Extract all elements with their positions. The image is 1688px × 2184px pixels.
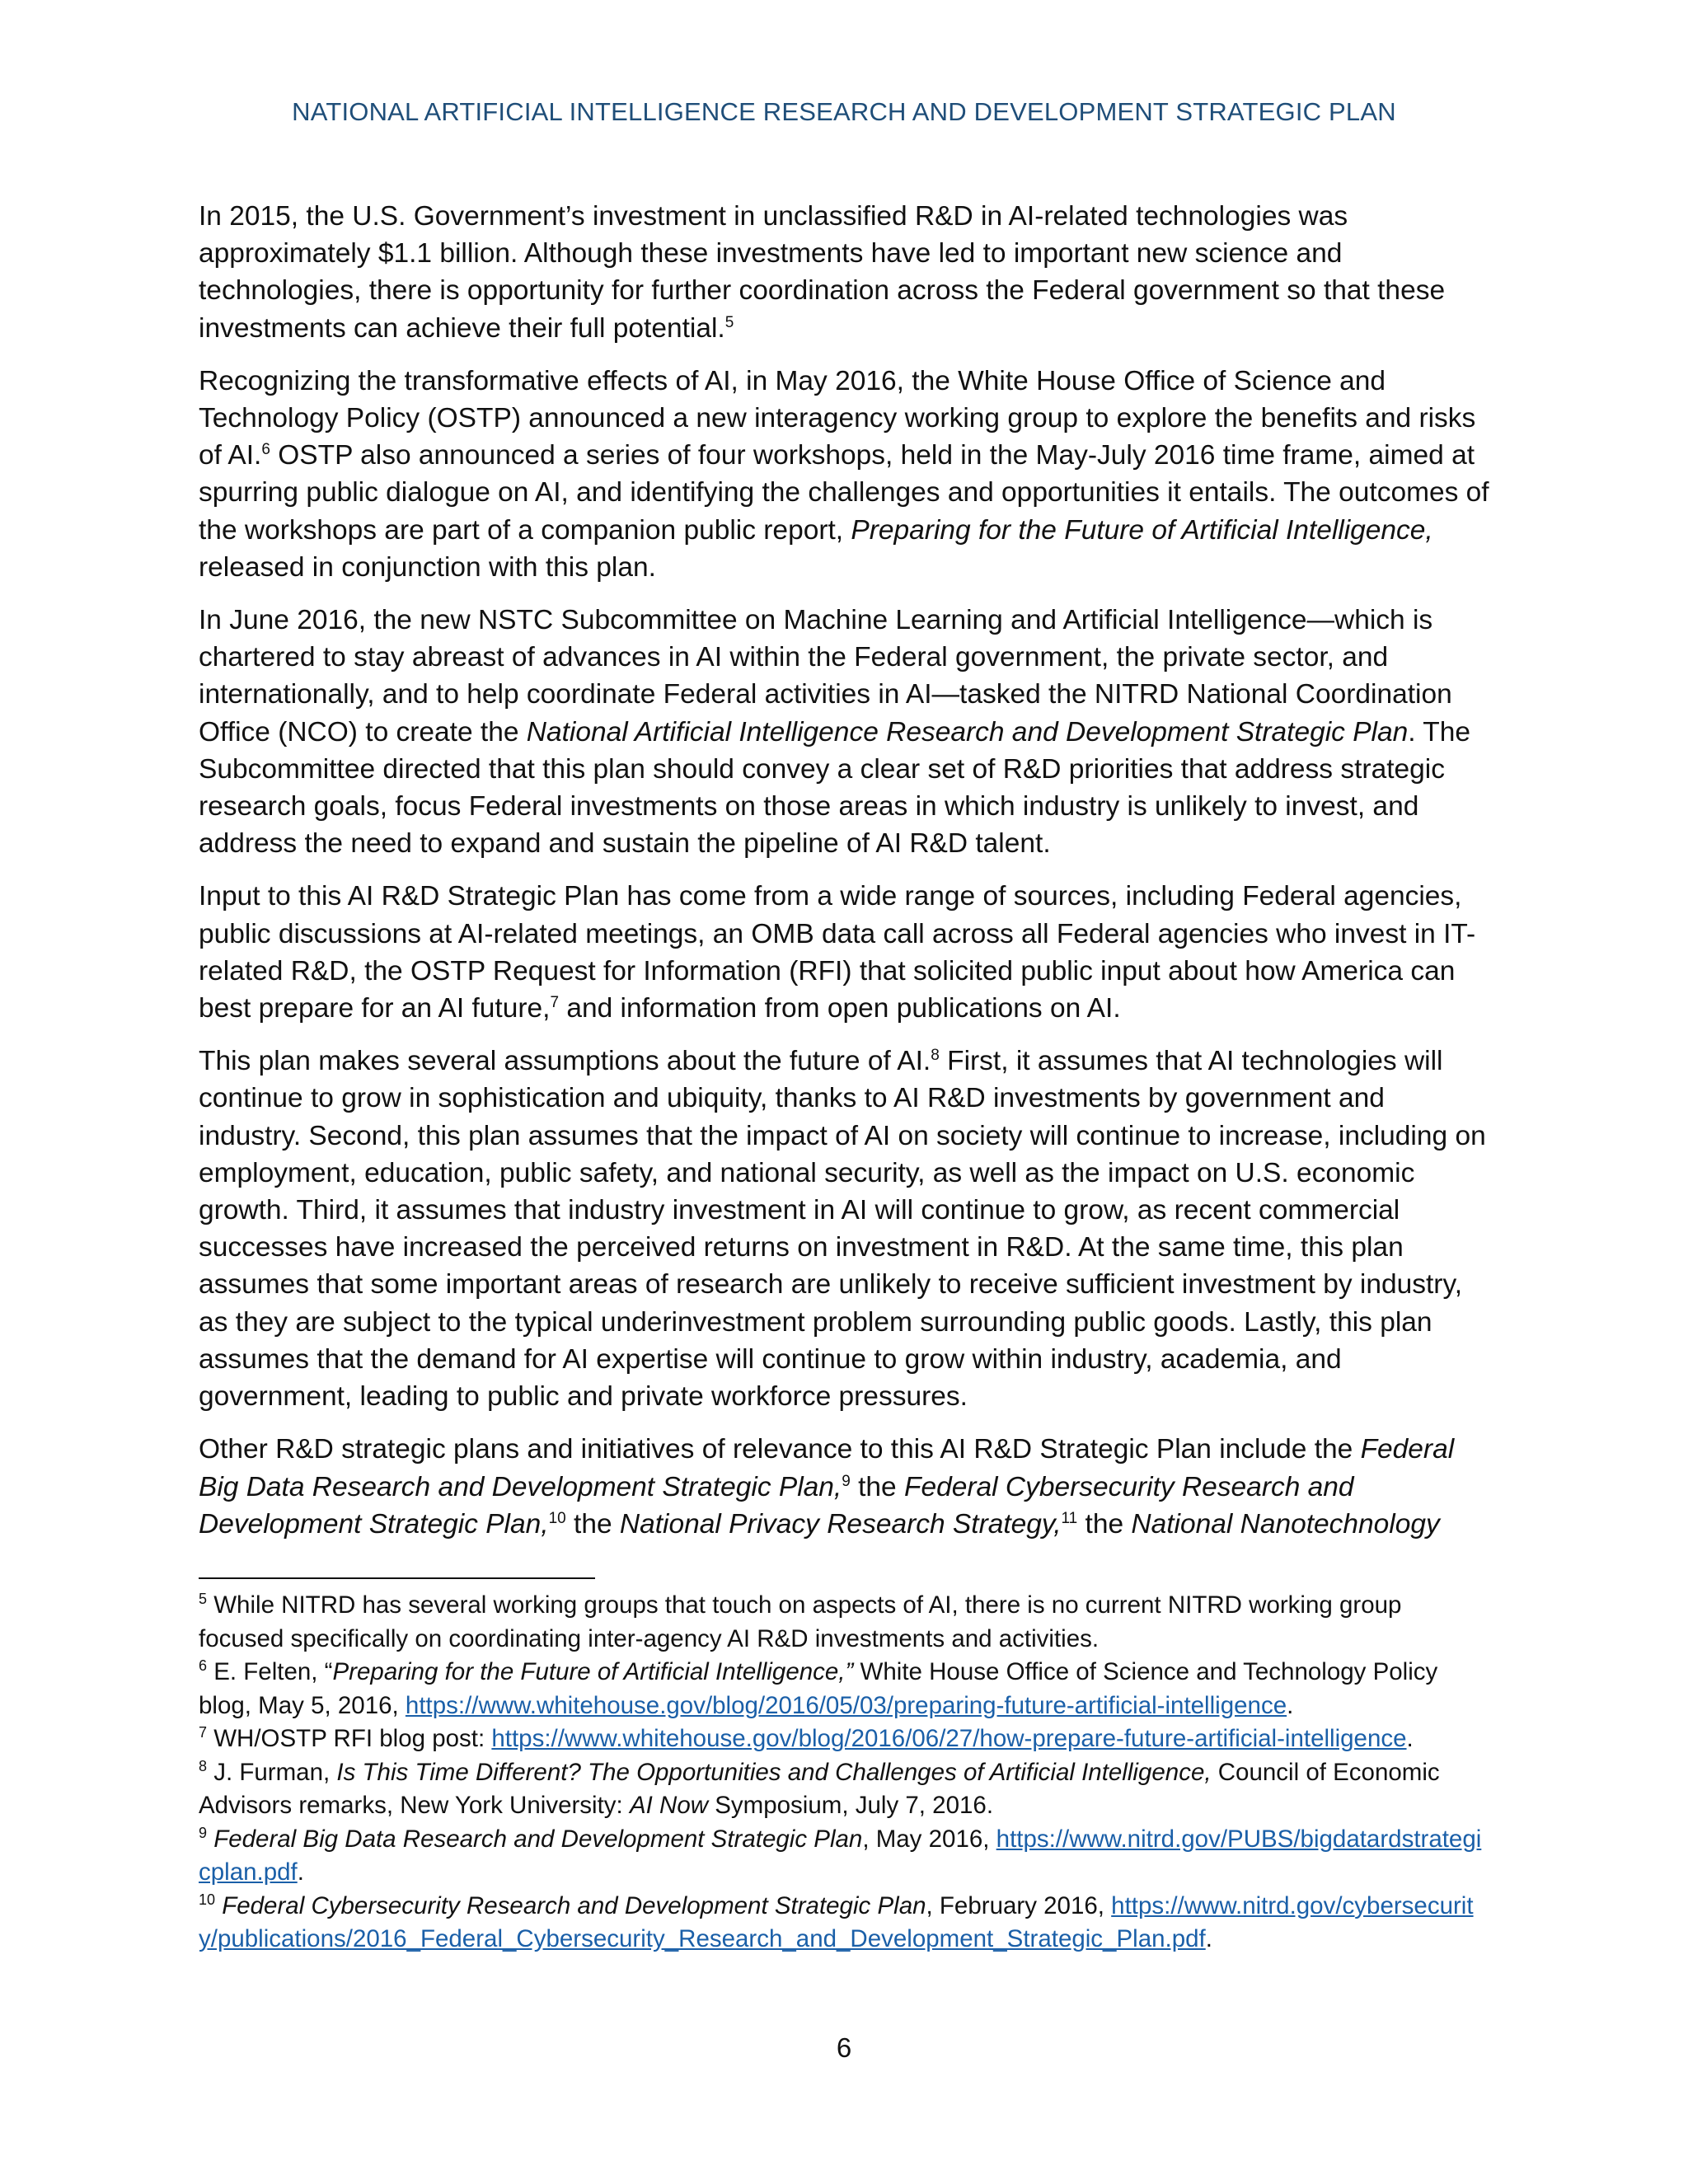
page-number: 6 <box>836 2032 852 2063</box>
footnote-ref-8[interactable]: 8 <box>931 1047 940 1065</box>
footnote-number: 9 <box>199 1824 208 1841</box>
footnote-link[interactable]: https://www.whitehouse.gov/blog/2016/05/03/preparing-future-artificial-intelligence <box>405 1691 1287 1719</box>
paragraph-text: the <box>850 1471 904 1502</box>
footnote-title: Preparing for the Future of Artificial Intelligence,” <box>332 1658 854 1685</box>
body-text <box>199 198 1489 1558</box>
footnote-separator <box>199 1577 595 1579</box>
footnote-number: 10 <box>199 1891 216 1908</box>
footnote-link[interactable]: https://www.nitrd.gov/cybersecurity/publications/2016_Federal_Cybersecurity_Research_and_Development_Strategic_Plan.pdf <box>199 1891 1474 1952</box>
footnote-text: Symposium, July 7, 2016. <box>708 1792 994 1819</box>
footnote-text: . <box>1406 1725 1414 1752</box>
paragraph-text: Other R&D strategic plans and initiatives of relevance to this AI R&D Strategic Plan include the <box>199 1434 1361 1465</box>
paragraph-text: . The Subcommittee directed that this plan should convey a clear set of R&D priorities that address strategic research goals, focus Federal investments on those areas in which industry is unlikely to invest, and address the need to expand and sustain the pipeline of AI R&D talent. <box>199 716 1471 860</box>
page-header: NATIONAL ARTIFICIAL INTELLIGENCE RESEARCH AND DEVELOPMENT STRATEGIC PLAN <box>292 97 1396 126</box>
footnote-ref-9[interactable]: 9 <box>842 1472 851 1490</box>
footnote-link[interactable]: https://www.whitehouse.gov/blog/2016/06/27/how-prepare-future-artificial-intelligence <box>491 1725 1407 1752</box>
paragraph-text: In June 2016, the new NSTC Subcommittee on Machine Learning and Artificial Intelligence—which is chartered to stay abreast of advances in AI within the Federal government, the private sector, and internationally, and to help coordinate Federal activities in AI—tasked the NITRD National Coordination Office (NCO) to create the <box>199 605 1452 748</box>
footnote-number: 6 <box>199 1657 208 1675</box>
footnote-ref-5[interactable]: 5 <box>724 313 734 331</box>
paragraph-text: This plan makes several assumptions about the future of AI. <box>199 1046 931 1077</box>
paragraph-1 <box>199 198 1489 347</box>
paragraph-text: In 2015, the U.S. Government’s investment in unclassified R&D in AI-related technologies was approximately $1.1 billion. Although these investments have led to important new science and technologies, there is opportunity for further coordination across the Federal government so that these investments can achieve their full potential. <box>199 201 1446 344</box>
footnote-8 <box>199 1756 1489 1823</box>
paragraph-text: the <box>1077 1508 1132 1540</box>
footnote-title: AI Now <box>629 1792 709 1819</box>
paragraph-text: Input to this AI R&D Strategic Plan has come from a wide range of sources, including Federal agencies, public discussions at AI-related meetings, an OMB data call across all Federal agencies who invest in IT-related R&D, the OSTP Request for Information (RFI) that solicited public input about how America can best prepare for an AI future, <box>199 881 1476 1024</box>
footnote-10 <box>199 1890 1489 1957</box>
footnotes <box>199 1589 1489 1957</box>
footnote-text: , February 2016, <box>926 1891 1112 1919</box>
footnote-7 <box>199 1722 1489 1756</box>
footnote-link[interactable]: https://www.nitrd.gov/PUBS/bigdatardstrategicplan.pdf <box>199 1825 1482 1886</box>
footnote-ref-7[interactable]: 7 <box>550 993 560 1011</box>
footnote-text: . <box>1205 1925 1212 1952</box>
report-title: Preparing for the Future of Artificial Intelligence, <box>851 514 1433 546</box>
footnote-ref-6[interactable]: 6 <box>261 441 270 459</box>
paragraph-4 <box>199 878 1489 1027</box>
paragraph-2 <box>199 363 1489 586</box>
paragraph-text: OSTP also announced a series of four workshops, held in the May-July 2016 time frame, aimed at spurring public dialogue on AI, and identifying the challenges and opportunities it entails. The outcomes of the workshops are part of a companion public report, <box>199 440 1489 546</box>
paragraph-text: the <box>565 1508 620 1540</box>
paragraph-5 <box>199 1043 1489 1415</box>
footnote-text: . <box>1287 1691 1294 1719</box>
footnote-ref-11[interactable]: 11 <box>1061 1509 1078 1527</box>
paragraph-6 <box>199 1431 1489 1543</box>
footnote-text: E. Felten, “ <box>207 1658 333 1685</box>
footnote-text: , May 2016, <box>862 1825 996 1853</box>
plan-title: Federal Cybersecurity Research and Development Strategic Plan, <box>199 1471 1354 1540</box>
footnote-number: 5 <box>199 1591 208 1608</box>
plan-title: National Artificial Intelligence Research and Development Strategic Plan <box>526 716 1409 748</box>
footnote-text: WH/OSTP RFI blog post: <box>207 1725 492 1752</box>
footnote-number: 8 <box>199 1757 208 1774</box>
paragraph-text: released in conjunction with this plan. <box>199 551 656 583</box>
footnote-9 <box>199 1823 1489 1890</box>
footnote-text: White House Office of Science and Technology Policy blog, May 5, 2016, <box>199 1658 1438 1719</box>
footnote-text: . <box>297 1858 304 1886</box>
footnote-text: Council of Economic Advisors remarks, New York University: <box>199 1758 1440 1819</box>
footnote-5 <box>199 1589 1489 1656</box>
footnote-text: J. Furman, <box>207 1758 337 1786</box>
plan-title: National Nanotechnology <box>1131 1508 1440 1540</box>
paragraph-3 <box>199 602 1489 862</box>
footnote-title: Federal Big Data Research and Development Strategic Plan <box>207 1825 863 1853</box>
footnote-6 <box>199 1656 1489 1722</box>
paragraph-text: and information from open publications on AI. <box>559 993 1121 1024</box>
plan-title: National Privacy Research Strategy, <box>619 1508 1062 1540</box>
footnote-text: While NITRD has several working groups that touch on aspects of AI, there is no current NITRD working group focused specifically on coordinating inter-agency AI R&D investments and activities. <box>199 1591 1402 1652</box>
plan-title: Federal Big Data Research and Development Strategic Plan, <box>199 1434 1455 1502</box>
paragraph-text: First, it assumes that AI technologies will continue to grow in sophistication and ubiquity, thanks to AI R&D investments by government and industry. Second, this plan assumes that the impact of AI on society will continue to increase, including on employment, education, public safety, and national security, as well as the impact on U.S. economic growth. Third, it assumes that industry investment in AI will continue to grow, as recent commercial successes have increased the perceived returns on investment in R&D. At the same time, this plan assumes that some important areas of research are unlikely to receive sufficient investment by industry, as they are subject to the typical underinvestment problem surrounding public goods. Lastly, this plan assumes that the demand for AI expertise will continue to grow within industry, academia, and government, leading to public and private workforce pressures. <box>199 1046 1486 1413</box>
footnote-title: Federal Cybersecurity Research and Development Strategic Plan <box>215 1891 926 1919</box>
paragraph-text: Recognizing the transformative effects of AI, in May 2016, the White House Office of Science and Technology Policy (OSTP) announced a new interagency working group to explore the benefits and risks of AI. <box>199 365 1476 471</box>
footnote-number: 7 <box>199 1724 208 1741</box>
footnote-ref-10[interactable]: 10 <box>548 1509 566 1527</box>
footnote-title: Is This Time Different? The Opportunities and Challenges of Artificial Intelligence, <box>336 1758 1212 1786</box>
